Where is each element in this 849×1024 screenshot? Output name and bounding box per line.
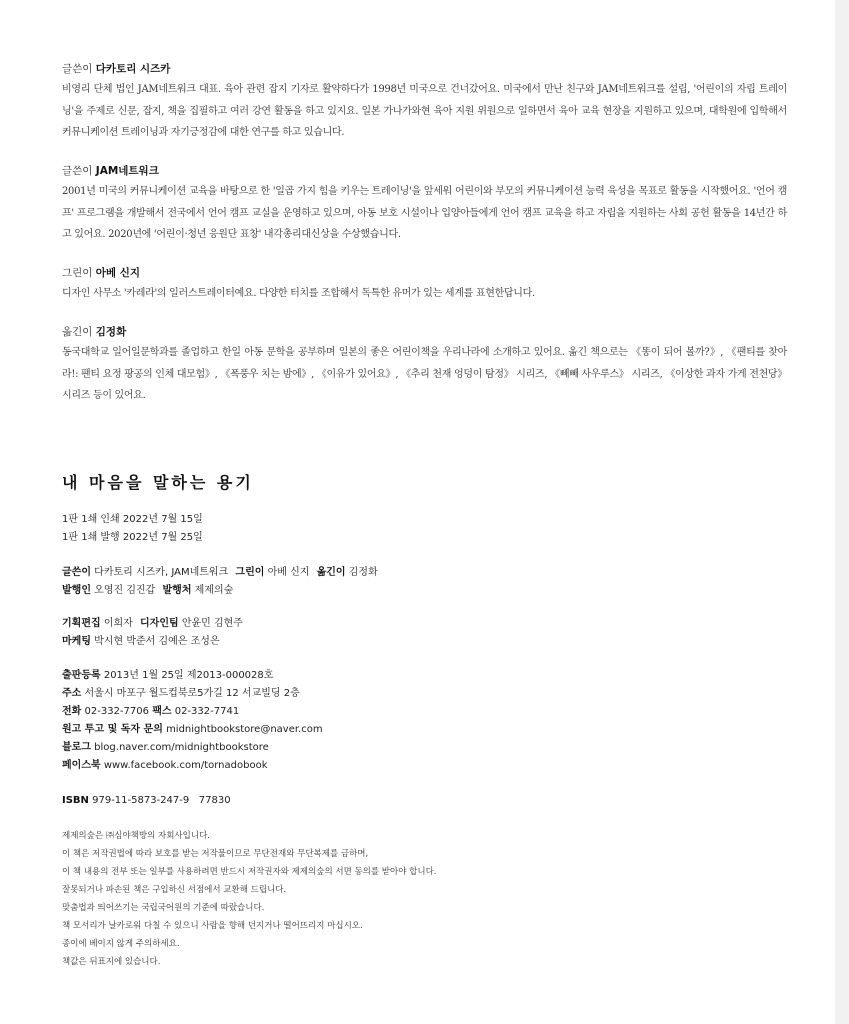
- facebook-link[interactable]: www.facebook.com/tornadobook: [103, 760, 268, 771]
- publisher-label: 발행인: [62, 585, 91, 596]
- publish-date: 1판 1쇄 발행 2022년 7월 25일: [62, 532, 203, 543]
- bio-role: 옮긴이: [62, 326, 93, 338]
- bio-role: 글쓴이: [62, 63, 93, 75]
- bio-text: 동국대학교 일어일문학과를 졸업하고 한일 아동 문학을 공부하며 일본의 좋은 어린이책을 우리나라에 소개하고 있어요. 옮긴 책으로는 《똥이 되어 볼까?》, 《팬티를 찾아라!: 팬티 요정 팡공의 인체 대모험》, 《폭풍우 치는 밤에》, 《이유가 있어요》, 《추리 천재 엉덩이 탐정》 시리즈, 《빼빼 사우루스》 시리즈, 《이상한 과자 가게 전천당》 시리즈 등이 있어요.: [62, 347, 787, 401]
- notice-line: 이 책은 저작권법에 따라 보호를 받는 저작물이므로 무단전재와 무단복제를 금하며,: [62, 849, 369, 859]
- translator-label: 옮긴이: [316, 567, 346, 578]
- submission-line: [62, 721, 662, 739]
- credits-line-2: [62, 582, 662, 600]
- bio-text: 비영리 단체 법인 JAM네트워크 대표. 육아 관련 잡지 기자로 활약하다가 1998년 미국으로 건너갔어요. 미국에서 만난 친구와 JAM네트워크를 설립, '어린이의 자립 트레이닝'을 주제로 신문, 잡지, 책을 집필하고 여러 강연 활동을 하고 있지요. 일본 가나가와현 육아 지원 위원으로 일하면서 육아 교육 현장을 지원하고 있으며, 대학원에 입학해서 커뮤니케이션 트레이닝과 자기긍정감에 대한 연구를 하고 있습니다.: [62, 84, 787, 138]
- design-value: 안윤민 김현주: [181, 618, 243, 629]
- isbn-label: ISBN: [62, 795, 89, 806]
- print-date: 1판 1쇄 인쇄 2022년 7월 15일: [62, 514, 203, 525]
- house-value: 제제의숲: [194, 585, 234, 596]
- registration-label: 출판등록: [62, 670, 101, 681]
- printing-info: [62, 511, 662, 547]
- phone-line: [62, 703, 662, 721]
- bio-heading: [62, 164, 787, 178]
- contact-block: [62, 667, 662, 775]
- bio-illustrator: [62, 266, 787, 305]
- submission-label: 원고 투고 및 독자 문의: [62, 724, 163, 735]
- bio-name: 김정화: [95, 326, 127, 338]
- design-label: 디자인팀: [140, 618, 179, 629]
- isbn-line: [62, 792, 662, 810]
- house-label: 발행처: [162, 585, 192, 596]
- address-line: [62, 685, 662, 703]
- bio-heading: [62, 266, 787, 280]
- notice-line: 맞춤법과 띄어쓰기는 국립국어원의 기준에 따랐습니다.: [62, 903, 265, 913]
- staff-line-2: [62, 633, 662, 651]
- blog-line: [62, 739, 662, 757]
- notice-line: 이 책 내용의 전부 또는 일부를 사용하려면 반드시 저작권자와 제제의숲의 서면 동의를 받아야 합니다.: [62, 867, 437, 877]
- facebook-label: 페이스북: [62, 760, 101, 771]
- phone-value: 02-332-7706: [84, 706, 149, 717]
- bio-role: 그린이: [62, 267, 93, 279]
- bio-heading: [62, 62, 787, 76]
- fax-label: 팩스: [152, 706, 172, 717]
- bio-heading: [62, 325, 787, 339]
- credits-line-1: [62, 564, 662, 582]
- notice-line: 책값은 뒤표지에 있습니다.: [62, 957, 161, 967]
- phone-label: 전화: [62, 706, 82, 717]
- marketing-label: 마케팅: [62, 636, 91, 647]
- bio-writer-takatori: [62, 62, 787, 144]
- bio-writer-jam-network: [62, 164, 787, 246]
- legal-notice: [62, 827, 436, 971]
- submission-email[interactable]: midnightbookstore@naver.com: [166, 724, 323, 735]
- publisher-value: 오영진 김진갑: [94, 585, 156, 596]
- credits-block: [62, 564, 662, 600]
- isbn-block: [62, 792, 662, 810]
- book-title: 내 마음을 말하는 용기: [62, 473, 254, 492]
- notice-line: 제제의숲은 ㈜심야책방의 자회사입니다.: [62, 831, 210, 841]
- marketing-value: 박시현 박준서 김예은 조성은: [94, 636, 220, 647]
- isbn-value: 979-11-5873-247-9 77830: [92, 795, 231, 806]
- editor-label: 기획편집: [62, 618, 101, 629]
- facebook-line: [62, 757, 662, 775]
- staff-line-1: [62, 615, 662, 633]
- blog-label: 블로그: [62, 742, 91, 753]
- registration-value: 2013년 1월 25일 제2013-000028호: [103, 670, 274, 681]
- bio-role: 글쓴이: [62, 165, 93, 177]
- bio-name: 아베 신지: [95, 267, 141, 279]
- bio-text: 디자인 사무소 '카레라'의 일러스트레이터예요. 다양한 터치를 조합해서 독특한 유머가 있는 세계를 표현한답니다.: [62, 288, 535, 299]
- address-label: 주소: [62, 688, 82, 699]
- bio-name: JAM네트워크: [95, 165, 159, 177]
- bio-translator: [62, 325, 787, 407]
- illustrator-label: 그린이: [235, 567, 265, 578]
- notice-line: 종이에 베이지 않게 주의하세요.: [62, 939, 180, 949]
- editor-value: 이희자: [103, 618, 133, 629]
- illustrator-value: 아베 신지: [267, 567, 310, 578]
- writer-label: 글쓴이: [62, 567, 91, 578]
- notice-line: 책 모서리가 날카로워 다칠 수 있으니 사람을 향해 던지거나 떨어뜨리지 마십시오.: [62, 921, 363, 931]
- blog-link[interactable]: blog.naver.com/midnightbookstore: [94, 742, 269, 753]
- staff-block: [62, 615, 662, 651]
- translator-value: 김정화: [348, 567, 378, 578]
- fax-value: 02-332-7741: [174, 706, 240, 717]
- bio-name: 다카토리 시즈카: [95, 63, 171, 75]
- address-value: 서울시 마포구 월드컵북로5가길 12 서교빌딩 2층: [84, 688, 300, 699]
- bio-text: 2001년 미국의 커뮤니케이션 교육을 바탕으로 한 '일곱 가지 힘을 키우는 트레이닝'을 앞세워 어린이와 부모의 커뮤니케이션 능력 육성을 목표로 활동을 시작했어요. '언어 캠프' 프로그램을 개발해서 전국에서 언어 캠프 교실을 운영하고 있으며, 아동 보호 시설이나 입양아들에게 언어 캠프 교육을 하고 자립을 지원하는 사회 공헌 활동을 14년간 하고 있어요. 2020년에 '어린이·청년 응원단 표창' 내각총리대신상을 수상했습니다.: [62, 186, 787, 240]
- registration-line: [62, 667, 662, 685]
- notice-line: 잘못되거나 파손된 책은 구입하신 서점에서 교환해 드립니다.: [62, 885, 287, 895]
- writer-value: 다카토리 시즈카, JAM네트워크: [94, 567, 229, 578]
- page-edge-shadow: [835, 0, 849, 1024]
